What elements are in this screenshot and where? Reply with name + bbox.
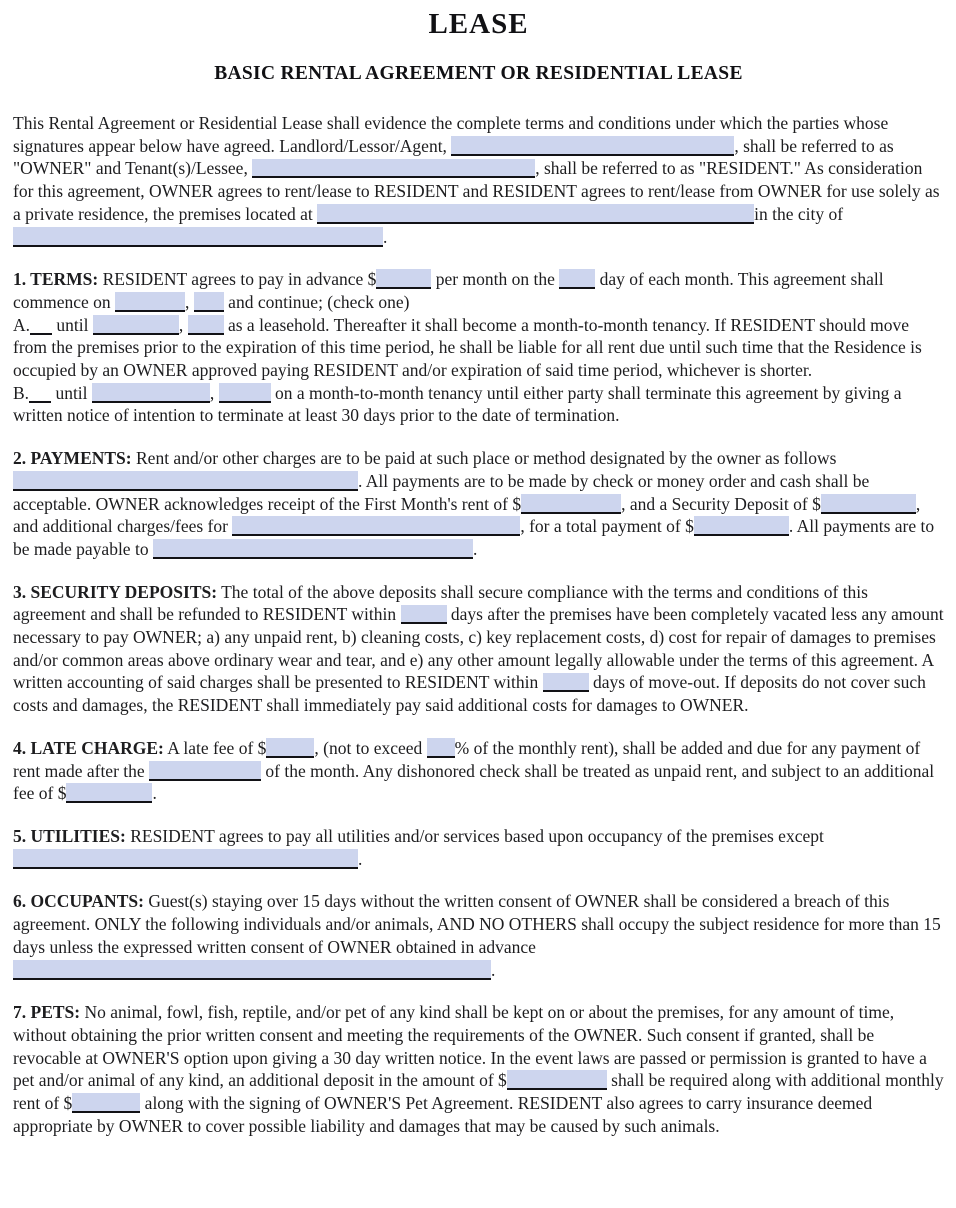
text-run: No animal, fowl, fish, reptile, and/or pet of any kind shall be kept on or about the premises, for any amount of time, without obtaining the prior written consent and meeting the requirements of the OWNER. Such consent if granted, shall be revocable at OWNER'S option upon giving a 30 day written notice. In the event laws are passed or permission is granted to have a pet and/or animal of any kind, an additional deposit in the amount of $ [13, 1002, 927, 1091]
dishonored-fee-blank[interactable] [66, 783, 152, 803]
intro-paragraph [13, 112, 944, 248]
text-run: A late fee of $ [163, 737, 267, 758]
security-deposit-blank[interactable] [821, 494, 916, 514]
text-run: on a month-to-month tenancy until either party shall terminate this agreement by giving a written notice of intention to terminate at least 30 days prior to the date of termination. [13, 382, 902, 426]
text-run: in the city of [754, 203, 844, 224]
section-7-pets [13, 1001, 944, 1137]
section-5-utilities [13, 825, 944, 870]
text-run: , [178, 314, 188, 335]
text-run: , [185, 291, 194, 312]
lease-b-until-date-blank[interactable] [92, 383, 210, 403]
section-heading: 1. TERMS: [13, 269, 99, 290]
text-run: day of each month. This agreement shall commence on [13, 269, 884, 312]
text-run: , [209, 382, 219, 403]
option-a-check-blank[interactable] [30, 315, 52, 335]
section-3-security-deposits [13, 581, 944, 717]
text-run: , and additional charges/fees for [13, 493, 921, 537]
text-run: per month on the [431, 269, 560, 290]
document-body [13, 112, 944, 1137]
commence-year-blank[interactable] [194, 292, 224, 312]
section-4-late-charge [13, 737, 944, 805]
section-2-payments [13, 447, 944, 561]
pet-deposit-blank[interactable] [507, 1070, 607, 1090]
section-heading: 3. SECURITY DEPOSITS: [13, 581, 218, 602]
rent-due-day-blank[interactable] [559, 269, 595, 289]
text-run: as a leasehold. Thereafter it shall become a month-to-month tenancy. If RESIDENT should move from the premises prior to the expiration of this time period, he shall be liable for all rent due until such time that the Residence is occupied by an OWNER approved paying RESIDENT and/or expiration of said time period, whichever is shorter. [13, 314, 922, 381]
text-run: Rent and/or other charges are to be paid at such place or method designated by the owner as follows [131, 448, 837, 469]
text-run: % of the monthly rent), shall be added and due for any payment of rent made after the [13, 737, 921, 781]
additional-charges-blank[interactable] [232, 516, 520, 536]
text-run: The total of the above deposits shall secure compliance with the terms and conditions of this agreement and shall be refunded to RESIDENT within [13, 581, 868, 625]
late-after-day-blank[interactable] [149, 761, 261, 781]
lease-a-until-date-blank[interactable] [93, 315, 179, 335]
document-title: LEASE [428, 8, 529, 40]
text-run: . All payments are to be made payable to [13, 516, 935, 559]
option-b-check-blank[interactable] [29, 383, 51, 403]
text-run: RESIDENT agrees to pay all utilities and/or services based upon occupancy of the premises except [125, 825, 824, 846]
document-subtitle: BASIC RENTAL AGREEMENT OR RESIDENTIAL LEASE [214, 63, 743, 84]
text-run: Guest(s) staying over 15 days without the written consent of OWNER shall be considered a breach of this agreement. ONLY the following individuals and/or animals, AND NO OTHERS shall occupy the subject residence for more than 15 days unless the expressed written consent of OWNER obtained in advance [13, 891, 941, 957]
section-heading: 6. OCCUPANTS: [13, 891, 144, 912]
payment-place-blank[interactable] [13, 471, 358, 491]
lease-b-year-blank[interactable] [219, 383, 271, 403]
text-run: , shall be referred to as "RESIDENT." As consideration for this agreement, OWNER agrees to rent/lease to RESIDENT and RESIDENT agrees to rent/lease from OWNER for use solely as a private residence, the premises located at [13, 158, 940, 224]
utilities-except-blank[interactable] [13, 849, 358, 869]
text-run: . [472, 538, 478, 559]
section-heading: 2. PAYMENTS: [13, 448, 132, 469]
text-run: days of move-out. If deposits do not cover such costs and damages, the RESIDENT shall immediately pay said additional costs for damages to OWNER. [13, 672, 926, 716]
text-run: days after the premises have been completely vacated less any amount necessary to pay OWNER; a) any unpaid rent, b) cleaning costs, c) key replacement costs, d) cost for repair of damages to premises and/or common areas above ordinary wear and tear, and e) any other amount legally allowable under the terms of this agreement. A written accounting of said charges shall be presented to RESIDENT within [13, 604, 944, 693]
total-payment-blank[interactable] [694, 516, 789, 536]
text-run: , shall be referred to as "OWNER" and Tenant(s)/Lessee, [13, 135, 894, 179]
pet-monthly-rent-blank[interactable] [72, 1093, 140, 1113]
section-heading: 4. LATE CHARGE: [13, 737, 164, 758]
late-percent-blank[interactable] [427, 738, 455, 758]
text-run: A. [13, 314, 31, 335]
text-run: of the month. Any dishonored check shall be treated as unpaid rent, and subject to an additional fee of $ [13, 760, 935, 804]
section-1-terms [13, 268, 944, 313]
text-run: . [491, 959, 496, 980]
section-heading: 7. PETS: [13, 1002, 81, 1023]
payable-to-blank[interactable] [153, 539, 473, 559]
text-run: until [51, 382, 92, 403]
occupants-list-blank[interactable] [13, 960, 491, 980]
accounting-days-blank[interactable] [543, 673, 589, 693]
text-run: B. [13, 382, 30, 403]
text-run: , for a total payment of $ [520, 516, 694, 537]
text-run: . [152, 783, 157, 804]
tenant-name-blank[interactable] [252, 159, 535, 179]
section-6-occupants [13, 890, 944, 981]
text-run: until [52, 314, 93, 335]
text-run: RESIDENT agrees to pay in advance $ [98, 269, 377, 290]
refund-days-blank[interactable] [401, 605, 447, 625]
late-fee-blank[interactable] [266, 738, 314, 758]
first-month-rent-blank[interactable] [521, 494, 621, 514]
text-run: , and a Security Deposit of $ [621, 493, 821, 514]
text-run: shall be required along with additional monthly rent of $ [13, 1070, 944, 1114]
lease-a-year-blank[interactable] [188, 315, 224, 335]
text-run: . All payments are to be made by check or money order and cash shall be acceptable. OWNER acknowledges receipt of the First Month's rent of $ [13, 470, 870, 514]
premises-address-blank[interactable] [317, 204, 754, 224]
text-run: and continue; (check one) [223, 291, 410, 312]
section-1-option-a [13, 314, 944, 382]
city-blank[interactable] [13, 227, 383, 247]
section-1-option-b [13, 382, 944, 427]
commence-date-blank[interactable] [115, 292, 185, 312]
text-run: . [383, 226, 388, 247]
section-heading: 5. UTILITIES: [13, 825, 126, 846]
landlord-name-blank[interactable] [451, 136, 734, 156]
text-run: This Rental Agreement or Residential Lease shall evidence the complete terms and conditions under which the parties whose signatures appear below have agreed. Landlord/Lessor/Agent, [13, 113, 889, 156]
rent-amount-blank[interactable] [376, 269, 431, 289]
text-run: . [358, 848, 363, 869]
text-run: , (not to exceed [314, 737, 427, 758]
text-run: along with the signing of OWNER'S Pet Agreement. RESIDENT also agrees to carry insurance deemed appropriate by OWNER to cover possible liability and damages that may be caused by such animals. [13, 1093, 873, 1136]
